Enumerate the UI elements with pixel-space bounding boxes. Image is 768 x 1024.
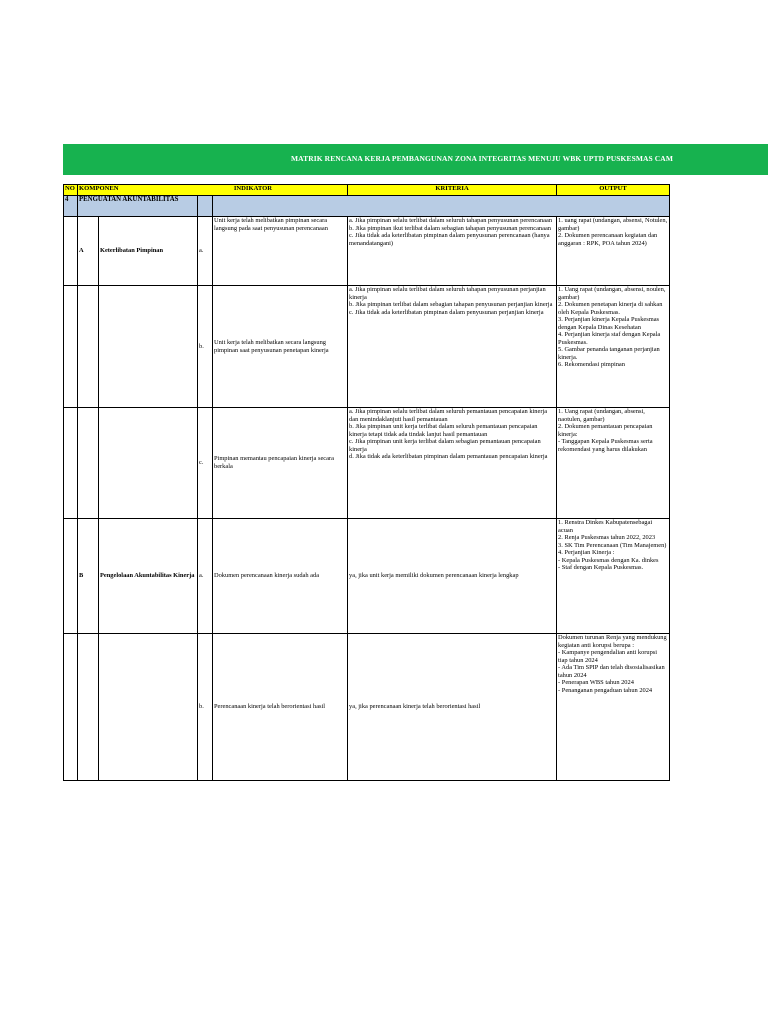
table-row bbox=[64, 519, 670, 634]
kriteria-cell: ya, jika perencanaan kinerja telah berorientasi hasil bbox=[348, 634, 557, 781]
header-no: NO bbox=[64, 185, 78, 196]
sub-letter: a. bbox=[198, 519, 213, 634]
header-komponen-indikator bbox=[78, 185, 348, 196]
matrix-table bbox=[63, 184, 670, 781]
output-cell: 1. Uang rapat (undangan, absensi, noulen, gambar) 2. Dokumen penetapan kinerja di sahkan oleh Kepala Puskesmas. 3. Perjanjian kinerja Kepala Puskesmas dengan Kepala Dinas Kesehatan 4. Perjanjian kinerja staf dengan Kepala Puskesmas. 5. Gambar penanda tanganan perjanjian kinerja. 6. Rekomendasi pimpinan bbox=[557, 286, 670, 408]
sub-letter: b. bbox=[198, 286, 213, 408]
komponen-name bbox=[99, 634, 198, 781]
komponen-code: A bbox=[78, 217, 99, 286]
sub-letter: b. bbox=[198, 634, 213, 781]
section-label: PENGUATAN AKUNTABILITAS bbox=[78, 196, 198, 217]
kriteria-cell: a. Jika pimpinan selalu terlibat dalam seluruh tahapan penyusunan perjanjian kinerja b. Jika pimpinan terlibat dalam sebagian tahapan penyusunan perjanjian kinerja c. Jika tidak ada keterlibatan pimpinan dalam penyusunan perjanjian kinerja bbox=[348, 286, 557, 408]
indikator-cell: Dokumen perencanaan kinerja sudah ada bbox=[213, 519, 348, 634]
section-row bbox=[64, 196, 670, 217]
komponen-name bbox=[99, 408, 198, 519]
header-output: OUTPUT bbox=[557, 185, 670, 196]
output-cell: 1. Uang rapat (undangan, absensi, naotulen, gambar) 2. Dokumen pemantauan pencapaian kinerja: - Tanggapan Kepala Puskesmas serta rekomendasi yang harus dilakukan bbox=[557, 408, 670, 519]
indikator-cell: Pimpinan memantau pencapaian kinerja secara berkala bbox=[213, 408, 348, 519]
sub-letter: a. bbox=[198, 217, 213, 286]
page-title: MATRIK RENCANA KERJA PEMBANGUNAN ZONA INTEGRITAS MENUJU WBK UPTD PUSKESMAS CAM bbox=[291, 154, 673, 163]
header-row bbox=[64, 185, 670, 196]
table-row bbox=[64, 217, 670, 286]
title-banner bbox=[63, 144, 768, 175]
komponen-code bbox=[78, 286, 99, 408]
sub-letter: c. bbox=[198, 408, 213, 519]
section-empty-1 bbox=[198, 196, 213, 217]
komponen-code bbox=[78, 408, 99, 519]
section-empty-2 bbox=[213, 196, 670, 217]
output-cell: 1. Renstra Dinkes Kabupatensebagai acuan 2. Renja Puskesmas tahun 2022, 2023 3. SK Tim Perencanaan (Tim Manajemen) 4. Perjanjian Kinerja : - Kepala Puskesmas dengan Ka. dinkes - Staf dengan Kepala Puskesmas. bbox=[557, 519, 670, 634]
table-row bbox=[64, 634, 670, 781]
indikator-cell: Unit kerja telah melibatkan secara langsung pimpinan saat penyusunan penetapan kinerja bbox=[213, 286, 348, 408]
header-komponen: KOMPONEN bbox=[79, 185, 119, 192]
header-indikator: INDIKATOR bbox=[233, 185, 273, 192]
komponen-code bbox=[78, 634, 99, 781]
table-row bbox=[64, 408, 670, 519]
kriteria-cell: a. Jika pimpinan selalu terlibat dalam seluruh tahapan penyusunan perencanaan b. Jika pimpinan ikut terlibat dalam sebagian tahapan penyusunan perencanaan c. Jika tidak ada keterlibatan pimpinan dalam penyusunan perencanaan (hanya menandatangani) bbox=[348, 217, 557, 286]
kriteria-cell: a. Jika pimpinan selalu terlibat dalam seluruh pemantauan pencapaian kinerja dan menindaklanjuti hasil pemantauan b. Jika pimpinan unit kerja terlibat dalam seluruh pemantauan pencapaian kinerja tetapi tidak ada tindak lanjut hasil pemantauan c. Jika pimpinan unit kerja terlibat dalam sebagian pemantauan pencapaian kinerja d. Jika tidak ada keterlibatan pimpinan dalam pemantauan pencapaian kinerja bbox=[348, 408, 557, 519]
komponen-code: B bbox=[78, 519, 99, 634]
section-no: 4 bbox=[64, 196, 78, 217]
komponen-name: Keterlibatan Pimpinan bbox=[99, 217, 198, 286]
komponen-name bbox=[99, 286, 198, 408]
output-cell: 1. uang rapat (undangan, absensi, Notulen, gambar) 2. Dokumen perencanaan kegiatan dan anggaran : RPK, POA tahun 2024) bbox=[557, 217, 670, 286]
kriteria-cell: ya, jika unit kerja memiliki dokumen perencanaan kinerja lengkap bbox=[348, 519, 557, 634]
table-row bbox=[64, 286, 670, 408]
output-cell: Dokumen turunan Renja yang mendukung kegiatan anti korupsi berupa : - Kampanye pengendalian anti korupsi tiap tahun 2024 - Ada Tim SPIP dan telah disosialisasikan tahun 2024 - Penerapan WBS tahun 2024 - Penanganan pengaduan tahun 2024 bbox=[557, 634, 670, 781]
indikator-cell: Perencanaan kinerja telah berorientasi hasil bbox=[213, 634, 348, 781]
indikator-cell: Unit kerja telah melibatkan pimpinan secara langsung pada saat penyusunan perencanaan bbox=[213, 217, 348, 286]
header-kriteria: KRITERIA bbox=[348, 185, 557, 196]
komponen-name: Pengelolaan Akuntabilitas Kinerja bbox=[99, 519, 198, 634]
